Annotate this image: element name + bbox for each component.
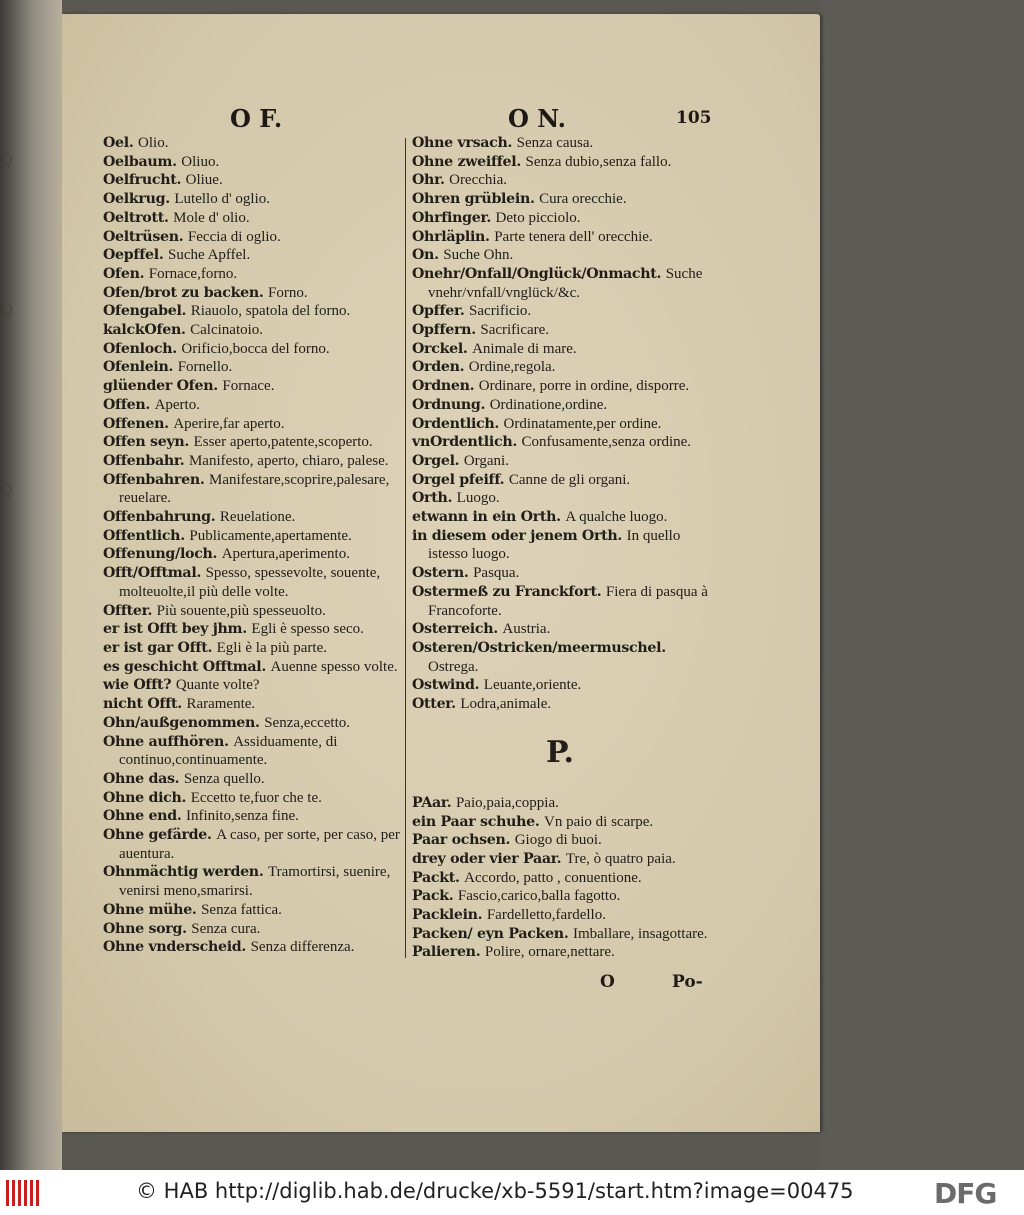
dictionary-entry	[412, 887, 708, 906]
dictionary-entry	[103, 545, 401, 564]
dictionary-entry	[412, 906, 708, 925]
dictionary-entry	[103, 658, 401, 677]
german-term: Ostermeß zu Franckfort.	[412, 583, 602, 600]
german-term: Offen.	[103, 396, 151, 413]
italian-translation: Sacrificare.	[480, 322, 550, 339]
italian-translation: A caso, per sorte, per caso, per auentura.	[119, 827, 400, 862]
left-column	[103, 134, 401, 957]
german-term: Offenen.	[103, 415, 169, 432]
copyright-url[interactable]: © HAB http://diglib.hab.de/drucke/xb-5591/start.htm?image=00475	[136, 1179, 854, 1203]
italian-translation: Fardelletto,fardello.	[486, 907, 606, 924]
dictionary-entry	[412, 153, 708, 172]
german-term: Packlein.	[412, 907, 483, 924]
german-term: Ordnen.	[412, 378, 475, 395]
german-term: Packt.	[412, 869, 460, 886]
german-term: Ohne gefärde.	[103, 827, 212, 844]
italian-translation: Feccia di oglio.	[187, 228, 281, 245]
italian-translation: Tre, ò quatro paia.	[565, 850, 676, 867]
dictionary-entry	[103, 134, 401, 153]
dictionary-entry	[103, 396, 401, 415]
german-term: Ohne auffhören.	[103, 733, 229, 750]
german-term: Ohn/außgenommen.	[103, 714, 260, 731]
italian-translation: Cura orecchie.	[539, 191, 627, 208]
german-term: Opffern.	[412, 322, 476, 339]
dictionary-entry	[103, 733, 401, 770]
german-term: er ist gar Offt.	[103, 639, 213, 656]
dictionary-entry	[103, 153, 401, 172]
italian-translation: Quante volte?	[175, 677, 260, 694]
section-heading: P.	[545, 734, 575, 770]
italian-translation: Raramente.	[186, 696, 256, 713]
ghost-text-icon: Q	[0, 300, 14, 319]
italian-translation: Senza causa.	[516, 135, 594, 151]
dictionary-entry	[412, 527, 708, 564]
italian-translation: Fornace.	[222, 378, 275, 395]
italian-translation: Ordinare, porre in ordine, disporre.	[478, 378, 690, 395]
dictionary-entry	[103, 358, 401, 377]
german-term: Ohne dich.	[103, 789, 187, 806]
italian-translation: Polire, ornare,nettare.	[484, 944, 615, 961]
dictionary-entry	[412, 943, 708, 962]
italian-translation: Ostrega.	[428, 658, 479, 675]
german-term: etwann in ein Orth.	[412, 509, 561, 526]
german-term: Ohren grüblein.	[412, 191, 535, 208]
dictionary-entry	[412, 508, 708, 527]
dictionary-entry	[103, 302, 401, 321]
catchword: Po-	[672, 972, 703, 992]
german-term: Ohr.	[412, 172, 445, 189]
german-term: Ohne end.	[103, 808, 182, 825]
italian-translation: Animale di mare.	[472, 340, 577, 357]
ghost-text-icon: Q	[0, 480, 14, 499]
dictionary-entry	[412, 134, 708, 153]
dictionary-entry	[103, 789, 401, 808]
italian-translation: Forno.	[268, 284, 308, 301]
german-term: On.	[412, 247, 439, 264]
italian-translation: Tramortirsi, suenire, venirsi meno,smarirsi.	[119, 864, 391, 900]
italian-translation: Confusamente,senza ordine.	[521, 434, 692, 451]
german-term: in diesem oder jenem Orth.	[412, 527, 623, 544]
german-term: Oelkrug.	[103, 191, 170, 208]
german-term: ein Paar schuhe.	[412, 813, 540, 830]
book-gutter	[0, 0, 62, 1170]
dictionary-entry	[103, 190, 401, 209]
italian-translation: Leuante,oriente.	[483, 677, 582, 694]
dictionary-entry	[103, 527, 401, 546]
dictionary-entry	[103, 321, 401, 340]
italian-translation: Ordinatione,ordine.	[489, 396, 608, 413]
dictionary-entry	[412, 695, 708, 714]
dictionary-entry	[103, 508, 401, 527]
german-term: Oelbaum.	[103, 153, 177, 170]
german-term: Offter.	[103, 602, 153, 619]
dictionary-entry	[412, 171, 708, 190]
right-column-p-entries	[412, 794, 708, 962]
italian-translation: Manifesto, aperto, chiaro, palese.	[188, 452, 389, 469]
italian-translation: Senza quello.	[183, 770, 265, 787]
german-term: Oepffel.	[103, 247, 164, 264]
ghost-text-icon: Q	[0, 150, 14, 169]
italian-translation: Esser aperto,patente,scoperto.	[193, 434, 373, 451]
german-term: Ohnmächtig werden.	[103, 864, 264, 881]
dictionary-entry	[412, 340, 708, 359]
italian-translation: Publicamente,apertamente.	[189, 527, 352, 544]
dictionary-entry	[103, 639, 401, 658]
german-term: Oeltrott.	[103, 209, 169, 226]
dictionary-entry	[103, 714, 401, 733]
dictionary-entry	[103, 938, 401, 957]
italian-translation: Orificio,bocca del forno.	[181, 340, 330, 357]
italian-translation: Spesso, spessevolte, souente, molteuolte,il più delle volte.	[119, 565, 381, 600]
italian-translation: Aperto.	[154, 396, 200, 413]
german-term: Otter.	[412, 696, 456, 713]
dictionary-entry	[412, 190, 708, 209]
dictionary-entry	[103, 695, 401, 714]
italian-translation: Manifestare,scoprire,palesare, reuelare.	[119, 471, 390, 507]
dictionary-entry	[412, 813, 708, 832]
italian-translation: Senza differenza.	[250, 939, 355, 956]
italian-translation: Infinito,senza fine.	[185, 808, 299, 825]
german-term: nicht Offt.	[103, 696, 182, 713]
german-term: glüender Ofen.	[103, 378, 218, 395]
dictionary-entry	[103, 433, 401, 452]
german-term: Orden.	[412, 359, 465, 376]
italian-translation: Deto picciolo.	[495, 209, 581, 226]
italian-translation: Paio,paia,coppia.	[455, 794, 559, 811]
dictionary-entry	[412, 676, 708, 695]
italian-translation: Pasqua.	[473, 565, 520, 582]
dictionary-entry	[412, 415, 708, 434]
german-term: Ohne mühe.	[103, 901, 197, 918]
dictionary-entry	[412, 850, 708, 869]
italian-translation: Austria.	[502, 621, 551, 638]
italian-translation: Sacrificio.	[469, 303, 532, 320]
italian-translation: Mole d' olio.	[173, 209, 250, 226]
german-term: Packen/ eyn Packen.	[412, 925, 569, 942]
german-term: Offentlich.	[103, 527, 185, 544]
german-term: kalckOfen.	[103, 322, 186, 339]
dictionary-entry	[412, 620, 708, 639]
italian-translation: Accordo, patto , conuentione.	[464, 869, 642, 886]
italian-translation: Parte tenera dell' orecchie.	[494, 228, 653, 245]
italian-translation: A qualche luogo.	[565, 509, 668, 526]
german-term: Ohne zweiffel.	[412, 153, 522, 170]
dictionary-entry	[412, 489, 708, 508]
german-term: Onehr/Onfall/Onglück/Onmacht.	[412, 265, 662, 282]
running-header	[62, 104, 820, 134]
right-column	[412, 134, 708, 962]
german-term: Oeltrüsen.	[103, 228, 184, 245]
italian-translation: Oliuo.	[181, 153, 220, 170]
dictionary-entry	[103, 826, 401, 863]
italian-translation: Fascio,carico,balla fagotto.	[457, 888, 621, 905]
dictionary-entry	[412, 396, 708, 415]
italian-translation: Senza dubio,senza fallo.	[525, 153, 672, 170]
german-term: Ohrfinger.	[412, 209, 492, 226]
german-term: Ofengabel.	[103, 303, 187, 320]
dictionary-entry	[412, 358, 708, 377]
german-term: Orgel pfeiff.	[412, 471, 505, 488]
german-term: Offenbahrung.	[103, 509, 216, 526]
column-divider	[405, 138, 406, 958]
german-term: vnOrdentlich.	[412, 434, 517, 451]
german-term: Offenbahren.	[103, 471, 205, 488]
italian-translation: Apertura,aperimento.	[221, 546, 350, 563]
hab-barcode-icon	[6, 1180, 40, 1206]
dictionary-entry	[103, 452, 401, 471]
dictionary-entry	[103, 770, 401, 789]
italian-translation: Egli è la più parte.	[216, 639, 328, 656]
right-column-entries	[412, 134, 708, 714]
german-term: Ohne vnderscheid.	[103, 939, 247, 956]
italian-translation: Imballare, insagottare.	[572, 925, 708, 942]
italian-translation: Senza,eccetto.	[264, 714, 350, 731]
italian-translation: Luogo.	[456, 490, 500, 507]
italian-translation: Giogo di buoi.	[514, 832, 602, 849]
dictionary-entry	[103, 246, 401, 265]
italian-translation: Fornello.	[177, 359, 233, 376]
italian-translation: Organi.	[463, 452, 509, 469]
italian-translation: Eccetto te,fuor che te.	[190, 789, 322, 806]
german-term: Ofen.	[103, 265, 145, 282]
page-number: 105	[676, 108, 712, 128]
german-term: PAar.	[412, 794, 452, 811]
dictionary-entry	[103, 676, 401, 695]
italian-translation: Orecchia.	[449, 172, 507, 189]
italian-translation: Suche vnehr/vnfall/vnglück/&c.	[428, 265, 703, 301]
german-term: Pack.	[412, 888, 454, 905]
italian-translation: Fiera di pasqua à Francoforte.	[428, 583, 708, 619]
german-term: Ordnung.	[412, 396, 486, 413]
italian-translation: In quello istesso luogo.	[428, 527, 681, 563]
dictionary-entry	[103, 863, 401, 900]
german-term: Oel.	[103, 135, 134, 151]
dictionary-entry	[103, 228, 401, 247]
german-term: Ofenlein.	[103, 359, 174, 376]
dictionary-entry	[412, 925, 708, 944]
dictionary-entry	[412, 639, 708, 676]
dictionary-entry	[412, 209, 708, 228]
german-term: Ordentlich.	[412, 415, 500, 432]
dictionary-entry	[103, 284, 401, 303]
german-term: Osterreich.	[412, 621, 498, 638]
dictionary-entry	[412, 265, 708, 302]
italian-translation: Ordinatamente,per ordine.	[503, 415, 662, 432]
italian-translation: Fornace,forno.	[148, 265, 238, 282]
dictionary-entry	[103, 564, 401, 601]
dictionary-entry	[412, 583, 708, 620]
italian-translation: Più souente,più spesseuolto.	[156, 602, 326, 619]
dictionary-entry	[412, 302, 708, 321]
dictionary-entry	[412, 433, 708, 452]
german-term: Ohne vrsach.	[412, 135, 513, 151]
german-term: Oelfrucht.	[103, 172, 182, 189]
dictionary-entry	[103, 920, 401, 939]
german-term: Offt/Offtmal.	[103, 565, 202, 582]
dictionary-entry	[103, 340, 401, 359]
german-term: Offenbahr.	[103, 452, 185, 469]
dictionary-entry	[412, 869, 708, 888]
header-middle: O N.	[508, 104, 567, 133]
italian-translation: Senza cura.	[191, 920, 261, 937]
german-term: Ohrläplin.	[412, 228, 490, 245]
dictionary-entry	[412, 471, 708, 490]
german-term: Paar ochsen.	[412, 832, 511, 849]
italian-translation: Vn paio di scarpe.	[544, 813, 654, 830]
italian-translation: Lodra,animale.	[460, 696, 552, 713]
german-term: wie Offt?	[103, 677, 172, 694]
german-term: Orckel.	[412, 340, 468, 357]
german-term: Ofen/brot zu backen.	[103, 284, 264, 301]
dictionary-entry	[103, 209, 401, 228]
dictionary-entry	[412, 377, 708, 396]
german-term: Osteren/Ostricken/meermuschel.	[412, 639, 666, 656]
german-term: Orth.	[412, 490, 453, 507]
dictionary-entry	[412, 228, 708, 247]
italian-translation: Calcinatoio.	[190, 322, 264, 339]
italian-translation: Riauolo, spatola del forno.	[190, 303, 351, 320]
dictionary-entry	[103, 620, 401, 639]
german-term: Ofenloch.	[103, 340, 177, 357]
dictionary-entry	[412, 321, 708, 340]
german-term: Opffer.	[412, 303, 465, 320]
italian-translation: Lutello d' oglio.	[174, 191, 270, 208]
italian-translation: Oliue.	[185, 172, 223, 189]
dictionary-entry	[103, 602, 401, 621]
german-term: er ist Offt bey jhm.	[103, 621, 247, 638]
dictionary-entry	[412, 564, 708, 583]
german-term: Offenung/loch.	[103, 546, 218, 563]
german-term: Ohne sorg.	[103, 920, 187, 937]
dfg-logo: DFG	[934, 1177, 997, 1210]
italian-translation: Egli è spesso seco.	[251, 621, 364, 638]
italian-translation: Assiduamente, di continuo,continuamente.	[119, 733, 338, 769]
german-term: Orgel.	[412, 452, 460, 469]
german-term: Ostern.	[412, 565, 469, 582]
german-term: Palieren.	[412, 944, 481, 961]
german-term: Offen seyn.	[103, 434, 190, 451]
german-term: Ostwind.	[412, 677, 480, 694]
german-term: drey oder vier Paar.	[412, 850, 562, 867]
dictionary-entry	[103, 377, 401, 396]
italian-translation: Suche Apffel.	[167, 247, 251, 264]
dictionary-entry	[103, 471, 401, 508]
italian-translation: Auenne spesso volte.	[270, 658, 398, 675]
italian-translation: Aperire,far aperto.	[173, 415, 285, 432]
dictionary-entry	[412, 452, 708, 471]
dictionary-entry	[103, 171, 401, 190]
dictionary-entry	[103, 901, 401, 920]
italian-translation: Senza fattica.	[201, 901, 282, 918]
italian-translation: Ordine,regola.	[468, 359, 556, 376]
dictionary-entry	[412, 831, 708, 850]
italian-translation: Olio.	[138, 135, 169, 151]
dictionary-entry	[103, 415, 401, 434]
italian-translation: Canne de gli organi.	[508, 471, 631, 488]
german-term: es geschicht Offtmal.	[103, 658, 267, 675]
dictionary-entry	[103, 265, 401, 284]
dictionary-entry	[412, 794, 708, 813]
background-right	[820, 0, 1024, 1170]
italian-translation: Suche Ohn.	[443, 247, 514, 264]
footer-bar	[0, 1170, 1024, 1215]
german-term: Ohne das.	[103, 770, 180, 787]
dictionary-entry	[412, 246, 708, 265]
italian-translation: Reuelatione.	[219, 509, 296, 526]
signature-mark: O	[600, 972, 615, 992]
dictionary-entry	[103, 807, 401, 826]
header-left: O F.	[230, 104, 283, 133]
